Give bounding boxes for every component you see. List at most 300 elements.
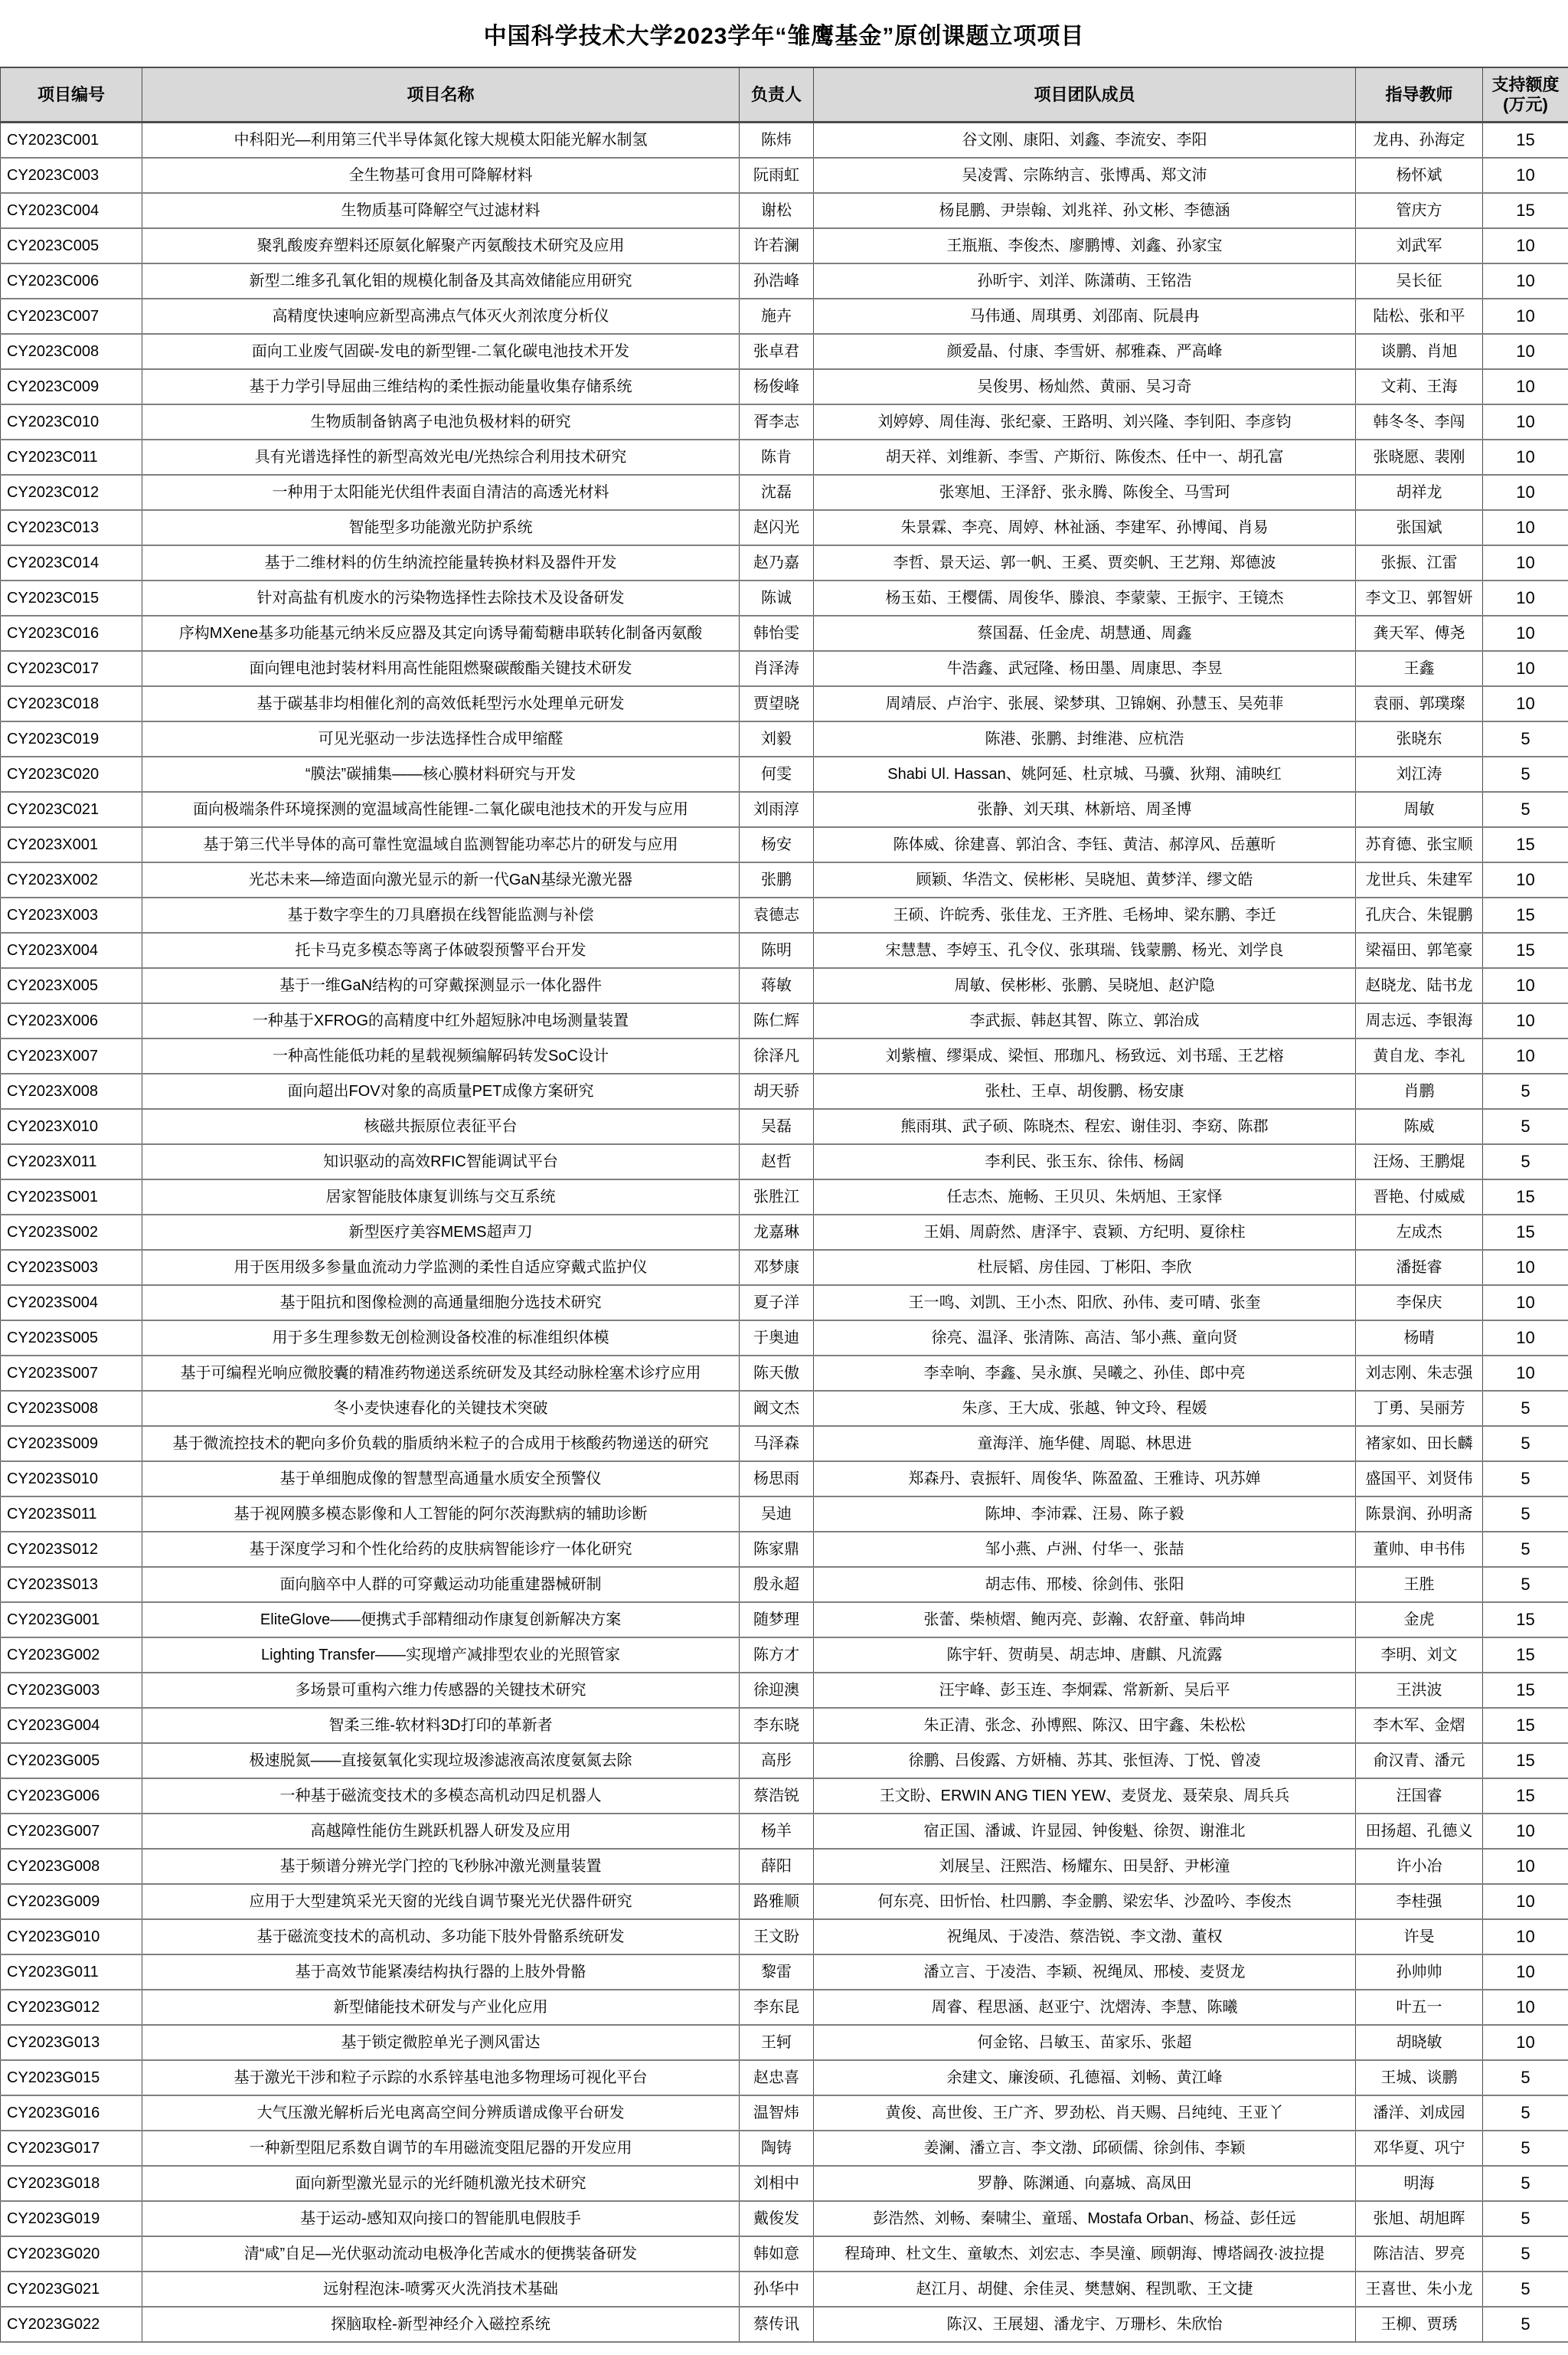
cell-amount: 5 (1483, 2166, 1568, 2201)
cell-amount: 5 (1483, 792, 1568, 827)
cell-advisor: 胡祥龙 (1356, 475, 1483, 510)
cell-team: 王娟、周蔚然、唐泽宇、袁颖、方纪明、夏徐柱 (814, 1215, 1356, 1250)
cell-project-id: CY2023C012 (1, 475, 142, 510)
cell-team: 陈宇轩、贺萌昊、胡志坤、唐麒、凡流露 (814, 1637, 1356, 1673)
cell-leader: 陈肯 (740, 440, 814, 475)
cell-amount: 10 (1483, 545, 1568, 581)
cell-leader: 邓梦康 (740, 1250, 814, 1285)
table-row (1, 1602, 1568, 1637)
cell-project-name: 基于高效节能紧凑结构执行器的上肢外骨骼 (142, 1954, 740, 1990)
cell-advisor: 左成杰 (1356, 1215, 1483, 1250)
cell-project-id: CY2023G019 (1, 2201, 142, 2236)
cell-amount: 15 (1483, 123, 1568, 159)
cell-project-name: 新型储能技术研发与产业化应用 (142, 1990, 740, 2025)
table-row (1, 545, 1568, 581)
cell-team: 刘展呈、汪熙浩、杨耀东、田昊舒、尹彬潼 (814, 1849, 1356, 1884)
cell-amount: 10 (1483, 686, 1568, 721)
cell-amount: 15 (1483, 1743, 1568, 1778)
cell-project-name: 基于单细胞成像的智慧型高通量水质安全预警仪 (142, 1461, 740, 1496)
cell-project-id: CY2023C014 (1, 545, 142, 581)
cell-project-id: CY2023S009 (1, 1426, 142, 1461)
table-row (1, 1919, 1568, 1954)
cell-project-name: 用于医用级多参量血流动力学监测的柔性自适应穿戴式监护仪 (142, 1250, 740, 1285)
cell-team: 张寒旭、王泽舒、张永腾、陈俊全、马雪珂 (814, 475, 1356, 510)
cell-advisor: 孔庆合、朱锟鹏 (1356, 898, 1483, 933)
cell-team: 徐亮、温泽、张清陈、高洁、邹小燕、童向贤 (814, 1320, 1356, 1356)
cell-project-name: 基于运动-感知双向接口的智能肌电假肢手 (142, 2201, 740, 2236)
cell-advisor: 汪炀、王鹏焜 (1356, 1144, 1483, 1179)
cell-leader: 路雅顺 (740, 1884, 814, 1919)
cell-project-id: CY2023G013 (1, 2025, 142, 2060)
table-row (1, 1109, 1568, 1144)
cell-leader: 阚文杰 (740, 1391, 814, 1426)
cell-leader: 韩如意 (740, 2236, 814, 2272)
cell-leader: 杨思雨 (740, 1461, 814, 1496)
cell-team: 刘婷婷、周佳海、张纪豪、王路明、刘兴隆、李钊阳、李彦钧 (814, 404, 1356, 440)
cell-project-name: 基于视网膜多模态影像和人工智能的阿尔茨海默病的辅助诊断 (142, 1496, 740, 1532)
cell-project-id: CY2023C010 (1, 404, 142, 440)
cell-advisor: 王喜世、朱小龙 (1356, 2272, 1483, 2307)
cell-advisor: 李保庆 (1356, 1285, 1483, 1320)
cell-amount: 5 (1483, 2095, 1568, 2131)
cell-leader: 陈方才 (740, 1637, 814, 1673)
header-amount-line1: 支持额度 (1491, 75, 1560, 95)
table-row (1, 1673, 1568, 1708)
cell-amount: 10 (1483, 968, 1568, 1003)
cell-team: 邹小燕、卢洲、付华一、张喆 (814, 1532, 1356, 1567)
cell-project-id: CY2023G021 (1, 2272, 142, 2307)
table-row (1, 1849, 1568, 1884)
cell-amount: 15 (1483, 1215, 1568, 1250)
table-row (1, 1144, 1568, 1179)
cell-advisor: 王城、谈鹏 (1356, 2060, 1483, 2095)
cell-leader: 王文盼 (740, 1919, 814, 1954)
cell-leader: 谢松 (740, 193, 814, 228)
header-row (1, 67, 1568, 123)
cell-project-id: CY2023C003 (1, 158, 142, 193)
cell-team: 王瓶瓶、李俊杰、廖鹏博、刘鑫、孙家宝 (814, 228, 1356, 263)
cell-advisor: 陈洁洁、罗亮 (1356, 2236, 1483, 2272)
table-row (1, 2060, 1568, 2095)
cell-amount: 5 (1483, 2236, 1568, 2272)
cell-amount: 5 (1483, 757, 1568, 792)
cell-leader: 胡天骄 (740, 1074, 814, 1109)
cell-advisor: 许小冶 (1356, 1849, 1483, 1884)
cell-project-name: 生物质制备钠离子电池负极材料的研究 (142, 404, 740, 440)
cell-leader: 刘毅 (740, 721, 814, 757)
cell-advisor: 孙帅帅 (1356, 1954, 1483, 1990)
page-title: 中国科学技术大学2023学年“雏鹰基金”原创课题立项项目 (483, 23, 1085, 49)
cell-leader: 蔡传讯 (740, 2307, 814, 2342)
cell-amount: 10 (1483, 1919, 1568, 1954)
table-row (1, 1179, 1568, 1215)
cell-leader: 张鹏 (740, 862, 814, 898)
cell-team: 张杜、王卓、胡俊鹏、杨安康 (814, 1074, 1356, 1109)
cell-project-id: CY2023S002 (1, 1215, 142, 1250)
cell-amount: 5 (1483, 1532, 1568, 1567)
cell-leader: 徐泽凡 (740, 1038, 814, 1074)
cell-team: 熊雨琪、武子硕、陈晓杰、程宏、谢佳羽、李窈、陈郡 (814, 1109, 1356, 1144)
cell-advisor: 陈景润、孙明斋 (1356, 1496, 1483, 1532)
cell-project-name: 基于阻抗和图像检测的高通量细胞分选技术研究 (142, 1285, 740, 1320)
table-row (1, 827, 1568, 862)
cell-leader: 陈天傲 (740, 1356, 814, 1391)
table-row (1, 1285, 1568, 1320)
cell-leader: 陈炜 (740, 123, 814, 159)
cell-team: 孙昕宇、刘洋、陈潇萌、王铭浩 (814, 263, 1356, 299)
cell-advisor: 李文卫、郭智妍 (1356, 581, 1483, 616)
cell-project-name: 基于第三代半导体的高可靠性宽温域自监测智能功率芯片的研发与应用 (142, 827, 740, 862)
cell-project-name: 高精度快速响应新型高沸点气体灭火剂浓度分析仪 (142, 299, 740, 334)
table-row (1, 475, 1568, 510)
header-advisor: 指导教师 (1356, 67, 1483, 123)
cell-project-id: CY2023G022 (1, 2307, 142, 2342)
cell-project-name: 基于锁定微腔单光子测风雷达 (142, 2025, 740, 2060)
cell-team: 陈体威、徐建喜、郭泊含、李钰、黄洁、郝淳风、岳蕙昕 (814, 827, 1356, 862)
cell-project-name: 面向脑卒中人群的可穿戴运动功能重建器械研制 (142, 1567, 740, 1602)
cell-advisor: 张晓愿、裴刚 (1356, 440, 1483, 475)
table-row (1, 2236, 1568, 2272)
cell-amount: 5 (1483, 1461, 1568, 1496)
cell-project-id: CY2023G010 (1, 1919, 142, 1954)
cell-advisor: 丁勇、吴丽芳 (1356, 1391, 1483, 1426)
cell-project-id: CY2023S010 (1, 1461, 142, 1496)
cell-team: 马伟通、周琪勇、刘邵南、阮晨冉 (814, 299, 1356, 334)
cell-project-name: 用于多生理参数无创检测设备校准的标准组织体模 (142, 1320, 740, 1356)
cell-project-name: 面向超出FOV对象的高质量PET成像方案研究 (142, 1074, 740, 1109)
cell-advisor: 胡晓敏 (1356, 2025, 1483, 2060)
cell-leader: 徐迎澳 (740, 1673, 814, 1708)
cell-project-id: CY2023C020 (1, 757, 142, 792)
cell-advisor: 金虎 (1356, 1602, 1483, 1637)
cell-leader: 夏子洋 (740, 1285, 814, 1320)
cell-team: 王文盼、ERWIN ANG TIEN YEW、麦贤龙、聂荣泉、周兵兵 (814, 1778, 1356, 1814)
cell-amount: 5 (1483, 1426, 1568, 1461)
cell-team: 杨昆鹏、尹崇翰、刘兆祥、孙文彬、李德涵 (814, 193, 1356, 228)
cell-team: 潘立言、于凌浩、李颖、祝绳凤、邢棱、麦贤龙 (814, 1954, 1356, 1990)
cell-leader: 李东昆 (740, 1990, 814, 2025)
cell-project-name: 一种基于XFROG的高精度中红外超短脉冲电场测量装置 (142, 1003, 740, 1038)
cell-project-name: 应用于大型建筑采光天窗的光线自调节聚光光伏器件研究 (142, 1884, 740, 1919)
cell-leader: 马泽森 (740, 1426, 814, 1461)
cell-amount: 5 (1483, 1567, 1568, 1602)
table-row (1, 1074, 1568, 1109)
cell-amount: 10 (1483, 581, 1568, 616)
cell-amount: 15 (1483, 1708, 1568, 1743)
cell-project-id: CY2023G009 (1, 1884, 142, 1919)
cell-amount: 5 (1483, 1144, 1568, 1179)
cell-advisor: 谈鹏、肖旭 (1356, 334, 1483, 369)
table-row (1, 2131, 1568, 2166)
cell-team: 朱正清、张念、孙博熙、陈汉、田宇鑫、朱松松 (814, 1708, 1356, 1743)
cell-project-id: CY2023S003 (1, 1250, 142, 1285)
cell-team: 刘紫檀、缪渠成、梁恒、邢珈凡、杨致远、刘书瑶、王艺榕 (814, 1038, 1356, 1074)
cell-project-id: CY2023C013 (1, 510, 142, 545)
cell-project-name: 探脑取栓-新型神经介入磁控系统 (142, 2307, 740, 2342)
table-row (1, 862, 1568, 898)
cell-project-id: CY2023C018 (1, 686, 142, 721)
cell-amount: 10 (1483, 1849, 1568, 1884)
cell-project-name: 面向锂电池封装材料用高性能阻燃聚碳酸酯关键技术研发 (142, 651, 740, 686)
cell-leader: 贾望晓 (740, 686, 814, 721)
cell-project-id: CY2023G004 (1, 1708, 142, 1743)
cell-leader: 施卉 (740, 299, 814, 334)
cell-team: 程琦珅、杜文生、童敏杰、刘宏志、李昊潼、顾朝海、博塔阔孜·波拉提 (814, 2236, 1356, 2272)
table-row (1, 2025, 1568, 2060)
cell-advisor: 邓华夏、巩宁 (1356, 2131, 1483, 2166)
cell-advisor: 盛国平、刘贤伟 (1356, 1461, 1483, 1496)
cell-project-id: CY2023X001 (1, 827, 142, 862)
cell-project-name: 高越障性能仿生跳跃机器人研发及应用 (142, 1814, 740, 1849)
cell-leader: 韩怡雯 (740, 616, 814, 651)
cell-project-name: 针对高盐有机废水的污染物选择性去除技术及设备研发 (142, 581, 740, 616)
header-project-id: 项目编号 (1, 67, 142, 123)
cell-amount: 10 (1483, 1285, 1568, 1320)
table-header (1, 67, 1568, 123)
table-row (1, 792, 1568, 827)
cell-amount: 10 (1483, 1990, 1568, 2025)
cell-team: 王硕、许皖秀、张佳龙、王齐胜、毛杨坤、梁东鹏、李迁 (814, 898, 1356, 933)
cell-project-name: 面向极端条件环境探测的宽温域高性能锂-二氧化碳电池技术的开发与应用 (142, 792, 740, 827)
cell-project-name: 新型医疗美容MEMS超声刀 (142, 1215, 740, 1250)
cell-project-name: 生物质基可降解空气过滤材料 (142, 193, 740, 228)
cell-project-id: CY2023G001 (1, 1602, 142, 1637)
cell-project-name: 知识驱动的高效RFIC智能调试平台 (142, 1144, 740, 1179)
cell-team: 蔡国磊、任金虎、胡慧通、周鑫 (814, 616, 1356, 651)
table-row (1, 721, 1568, 757)
cell-project-id: CY2023C004 (1, 193, 142, 228)
cell-team: 罗静、陈渊通、向嘉城、高凤田 (814, 2166, 1356, 2201)
cell-amount: 15 (1483, 1179, 1568, 1215)
cell-leader: 蒋敏 (740, 968, 814, 1003)
table-row (1, 440, 1568, 475)
cell-advisor: 张旭、胡旭晖 (1356, 2201, 1483, 2236)
header-project-name: 项目名称 (142, 67, 740, 123)
cell-team: 周睿、程思涵、赵亚宁、沈熠涛、李慧、陈曦 (814, 1990, 1356, 2025)
cell-advisor: 潘洋、刘成园 (1356, 2095, 1483, 2131)
cell-amount: 10 (1483, 1250, 1568, 1285)
cell-leader: 赵哲 (740, 1144, 814, 1179)
cell-team: 祝绳凤、于凌浩、蔡浩锐、李文渤、董权 (814, 1919, 1356, 1954)
cell-leader: 赵乃嘉 (740, 545, 814, 581)
cell-project-name: 基于碳基非均相催化剂的高效低耗型污水处理单元研发 (142, 686, 740, 721)
cell-project-name: 面向工业废气固碳-发电的新型锂-二氧化碳电池技术开发 (142, 334, 740, 369)
cell-amount: 10 (1483, 1320, 1568, 1356)
cell-project-name: 基于深度学习和个性化给药的皮肤病智能诊疗一体化研究 (142, 1532, 740, 1567)
cell-team: 牛浩鑫、武冠隆、杨田墨、周康思、李昱 (814, 651, 1356, 686)
cell-amount: 10 (1483, 263, 1568, 299)
cell-project-name: 可见光驱动一步法选择性合成甲缩醛 (142, 721, 740, 757)
cell-project-id: CY2023G016 (1, 2095, 142, 2131)
cell-team: 谷文刚、康阳、刘鑫、李流安、李阳 (814, 123, 1356, 159)
cell-project-id: CY2023G002 (1, 1637, 142, 1673)
cell-team: 陈坤、李沛霖、汪易、陈子毅 (814, 1496, 1356, 1532)
cell-team: 胡天祥、刘维新、李雪、产斯衍、陈俊杰、任中一、胡孔富 (814, 440, 1356, 475)
cell-project-id: CY2023C019 (1, 721, 142, 757)
cell-advisor: 王鑫 (1356, 651, 1483, 686)
cell-advisor: 苏育德、张宝顺 (1356, 827, 1483, 862)
cell-leader: 于奥迪 (740, 1320, 814, 1356)
cell-advisor: 明海 (1356, 2166, 1483, 2201)
cell-amount: 5 (1483, 1109, 1568, 1144)
cell-project-id: CY2023G005 (1, 1743, 142, 1778)
cell-leader: 陶铸 (740, 2131, 814, 2166)
cell-team: 彭浩然、刘畅、秦啸尘、童瑶、Mostafa Orban、杨益、彭任远 (814, 2201, 1356, 2236)
table-row (1, 1637, 1568, 1673)
cell-team: 周靖辰、卢治宇、张展、梁梦琪、卫锦娴、孙慧玉、吴苑菲 (814, 686, 1356, 721)
cell-project-id: CY2023X004 (1, 933, 142, 968)
cell-advisor: 管庆方 (1356, 193, 1483, 228)
cell-team: 周敏、侯彬彬、张鹏、吴晓旭、赵沪隐 (814, 968, 1356, 1003)
cell-project-name: 一种高性能低功耗的星载视频编解码转发SoC设计 (142, 1038, 740, 1074)
cell-amount: 10 (1483, 1884, 1568, 1919)
cell-advisor: 袁丽、郭璞璨 (1356, 686, 1483, 721)
cell-project-id: CY2023S005 (1, 1320, 142, 1356)
cell-advisor: 王洪波 (1356, 1673, 1483, 1708)
cell-project-name: EliteGlove——便携式手部精细动作康复创新解决方案 (142, 1602, 740, 1637)
cell-project-id: CY2023S011 (1, 1496, 142, 1532)
cell-project-id: CY2023X005 (1, 968, 142, 1003)
cell-amount: 10 (1483, 2025, 1568, 2060)
cell-amount: 10 (1483, 1356, 1568, 1391)
table-row (1, 123, 1568, 159)
cell-project-name: 基于磁流变技术的高机动、多功能下肢外骨骼系统研发 (142, 1919, 740, 1954)
table-row (1, 2307, 1568, 2342)
table-row (1, 1003, 1568, 1038)
cell-advisor: 龙世兵、朱建军 (1356, 862, 1483, 898)
cell-amount: 10 (1483, 440, 1568, 475)
cell-project-id: CY2023G012 (1, 1990, 142, 2025)
cell-leader: 杨俊峰 (740, 369, 814, 404)
cell-project-name: 智能型多功能激光防护系统 (142, 510, 740, 545)
cell-leader: 随梦理 (740, 1602, 814, 1637)
table-row (1, 2166, 1568, 2201)
cell-team: 李幸响、李鑫、吴永旗、吴曦之、孙佳、郎中亮 (814, 1356, 1356, 1391)
table-row (1, 404, 1568, 440)
cell-team: 吴俊男、杨灿然、黄丽、吴习奇 (814, 369, 1356, 404)
cell-project-name: 基于频谱分辨光学门控的飞秒脉冲激光测量装置 (142, 1849, 740, 1884)
cell-project-name: 新型二维多孔氧化钼的规模化制备及其高效储能应用研究 (142, 263, 740, 299)
cell-advisor: 田扬超、孔德义 (1356, 1814, 1483, 1849)
cell-advisor: 陈威 (1356, 1109, 1483, 1144)
cell-amount: 15 (1483, 1637, 1568, 1673)
cell-leader: 蔡浩锐 (740, 1778, 814, 1814)
cell-advisor: 叶五一 (1356, 1990, 1483, 2025)
cell-leader: 肖泽涛 (740, 651, 814, 686)
table-row (1, 2201, 1568, 2236)
cell-leader: 张卓君 (740, 334, 814, 369)
cell-advisor: 刘武军 (1356, 228, 1483, 263)
cell-team: 杨玉茹、王樱儒、周俊华、滕浪、李蒙蒙、王振宇、王镜杰 (814, 581, 1356, 616)
cell-project-name: 居家智能肢体康复训练与交互系统 (142, 1179, 740, 1215)
cell-project-name: 远射程泡沫-喷雾灭火洗消技术基础 (142, 2272, 740, 2307)
cell-leader: 杨安 (740, 827, 814, 862)
cell-amount: 5 (1483, 2307, 1568, 2342)
table-row (1, 334, 1568, 369)
cell-amount: 10 (1483, 1038, 1568, 1074)
cell-leader: 杨羊 (740, 1814, 814, 1849)
table-row (1, 968, 1568, 1003)
cell-team: 童海洋、施华健、周聪、林思进 (814, 1426, 1356, 1461)
cell-project-name: 基于数字孪生的刀具磨损在线智能监测与补偿 (142, 898, 740, 933)
cell-leader: 胥李志 (740, 404, 814, 440)
cell-advisor: 董帅、申书伟 (1356, 1532, 1483, 1567)
table-row (1, 651, 1568, 686)
header-amount (1483, 67, 1568, 123)
cell-project-name: 基于力学引导屈曲三维结构的柔性振动能量收集存储系统 (142, 369, 740, 404)
table-row (1, 1990, 1568, 2025)
table-row (1, 1391, 1568, 1426)
table-row (1, 686, 1568, 721)
cell-project-name: 具有光谱选择性的新型高效光电/光热综合利用技术研究 (142, 440, 740, 475)
cell-project-name: 核磁共振原位表征平台 (142, 1109, 740, 1144)
cell-advisor: 文莉、王海 (1356, 369, 1483, 404)
header-amount-line2: (万元) (1503, 94, 1548, 114)
cell-team: 陈汉、王展翅、潘龙宇、万珊杉、朱欣怡 (814, 2307, 1356, 2342)
cell-amount: 5 (1483, 2131, 1568, 2166)
cell-amount: 10 (1483, 299, 1568, 334)
cell-team: 胡志伟、邢棱、徐剑伟、张阳 (814, 1567, 1356, 1602)
cell-advisor: 赵晓龙、陆书龙 (1356, 968, 1483, 1003)
cell-project-name: 一种基于磁流变技术的多模态高机动四足机器人 (142, 1778, 740, 1814)
table-row (1, 1708, 1568, 1743)
cell-team: 李哲、景天运、郭一帆、王奚、贾奕帆、王艺翔、郑德波 (814, 545, 1356, 581)
cell-team: 任志杰、施畅、王贝贝、朱炳旭、王家怿 (814, 1179, 1356, 1215)
table-row (1, 228, 1568, 263)
cell-project-id: CY2023C007 (1, 299, 142, 334)
table-row (1, 1250, 1568, 1285)
cell-amount: 15 (1483, 1673, 1568, 1708)
cell-project-name: 基于激光干涉和粒子示踪的水系锌基电池多物理场可视化平台 (142, 2060, 740, 2095)
cell-advisor: 王胜 (1356, 1567, 1483, 1602)
cell-leader: 李东晓 (740, 1708, 814, 1743)
cell-team: 杜辰韬、房佳园、丁彬阳、李欣 (814, 1250, 1356, 1285)
cell-advisor: 汪国睿 (1356, 1778, 1483, 1814)
cell-project-id: CY2023X002 (1, 862, 142, 898)
cell-team: 颜爱晶、付康、李雪妍、郝雅森、严高峰 (814, 334, 1356, 369)
cell-leader: 袁德志 (740, 898, 814, 933)
cell-amount: 10 (1483, 1954, 1568, 1990)
table-row (1, 581, 1568, 616)
cell-amount: 5 (1483, 1074, 1568, 1109)
cell-project-name: 多场景可重构六维力传感器的关键技术研究 (142, 1673, 740, 1708)
cell-advisor: 陆松、张和平 (1356, 299, 1483, 334)
cell-team: 姜澜、潘立言、李文渤、邱硕儒、徐剑伟、李颖 (814, 2131, 1356, 2166)
cell-amount: 10 (1483, 651, 1568, 686)
cell-project-id: CY2023C001 (1, 123, 142, 159)
cell-team: 吴凌霄、宗陈纳言、张博禹、郑文沛 (814, 158, 1356, 193)
cell-project-name: 基于一维GaN结构的可穿戴探测显示一体化器件 (142, 968, 740, 1003)
projects-table (0, 67, 1568, 2343)
cell-team: 朱景霖、李亮、周婷、林祉涵、李建军、孙博闻、肖易 (814, 510, 1356, 545)
cell-leader: 陈明 (740, 933, 814, 968)
cell-project-name: 一种新型阻尼系数自调节的车用磁流变阻尼器的开发应用 (142, 2131, 740, 2166)
cell-team: 何金铭、吕敏玉、苗家乐、张超 (814, 2025, 1356, 2060)
cell-leader: 王轲 (740, 2025, 814, 2060)
cell-amount: 10 (1483, 334, 1568, 369)
cell-team: 张静、刘天琪、林新培、周圣博 (814, 792, 1356, 827)
cell-project-id: CY2023C021 (1, 792, 142, 827)
cell-project-name: 面向新型激光显示的光纤随机激光技术研究 (142, 2166, 740, 2201)
cell-project-id: CY2023S004 (1, 1285, 142, 1320)
cell-leader: 陈诚 (740, 581, 814, 616)
cell-project-name: 全生物基可食用可降解材料 (142, 158, 740, 193)
cell-leader: 孙浩峰 (740, 263, 814, 299)
cell-advisor: 潘挺睿 (1356, 1250, 1483, 1285)
cell-amount: 5 (1483, 1391, 1568, 1426)
cell-leader: 沈磊 (740, 475, 814, 510)
cell-team: 陈港、张鹏、封维港、应杭浩 (814, 721, 1356, 757)
